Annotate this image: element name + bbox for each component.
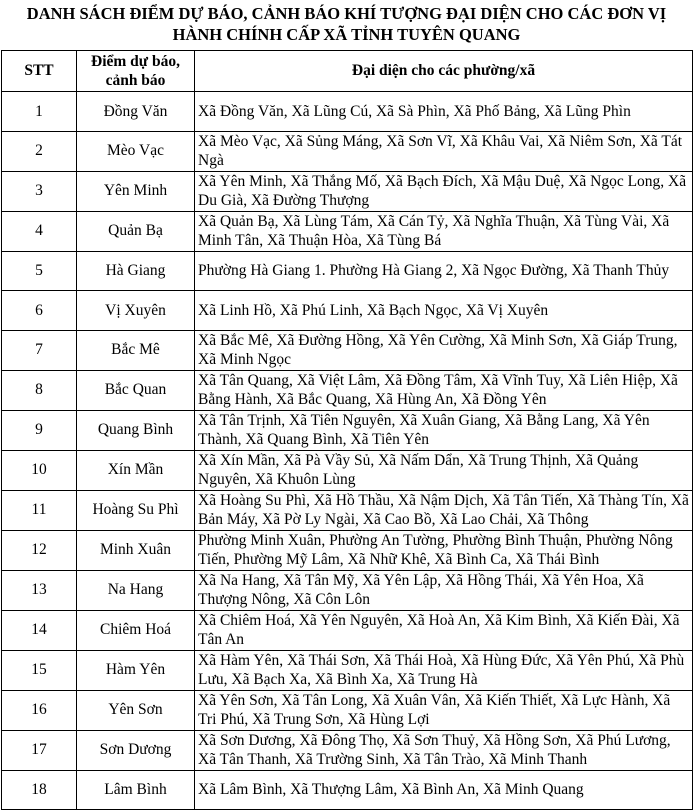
table-row [2,410,693,450]
row-stt-cell: 6 [2,291,77,331]
row-point-cell: Yên Minh [77,171,195,211]
row-point-cell: Chiêm Hoá [77,610,195,650]
table-body [2,92,693,810]
row-stt-cell: 11 [2,490,77,530]
table-row [2,530,693,570]
row-point-cell: Bắc Mê [77,330,195,370]
row-representative-cell: Phường Minh Xuân, Phường An Tường, Phường Bình Thuận, Phường Nông Tiến, Phường Mỹ Lâm, Xã Nhữ Khê, Xã Bình Ca, Xã Thái Bình [195,530,693,570]
table-row [2,92,693,132]
row-stt-cell: 14 [2,610,77,650]
row-point-cell: Hà Giang [77,251,195,291]
table-row [2,690,693,730]
row-point-cell: Na Hang [77,570,195,610]
table-row [2,770,693,810]
table-row [2,330,693,370]
table-row [2,211,693,251]
row-point-cell: Yên Sơn [77,690,195,730]
title-line-1: DANH SÁCH ĐIỂM DỰ BÁO, CẢNH BÁO KHÍ TƯỢNG ĐẠI DIỆN CHO CÁC ĐƠN VỊ [26,4,667,23]
row-representative-cell: Xã Tân Trịnh, Xã Tiên Nguyên, Xã Xuân Giang, Xã Bằng Lang, Xã Yên Thành, Xã Quang Bình, Xã Tiên Yên [195,410,693,450]
row-stt-cell: 5 [2,251,77,291]
row-point-cell: Bắc Quan [77,370,195,410]
row-representative-cell: Xã Na Hang, Xã Tân Mỹ, Xã Yên Lập, Xã Hồng Thái, Xã Yên Hoa, Xã Thượng Nông, Xã Côn Lôn [195,570,693,610]
row-stt-cell: 1 [2,92,77,132]
row-representative-cell: Xã Bắc Mê, Xã Đường Hồng, Xã Yên Cường, Xã Minh Sơn, Xã Giáp Trung, Xã Minh Ngọc [195,330,693,370]
row-representative-cell: Xã Hàm Yên, Xã Thái Sơn, Xã Thái Hoà, Xã Hùng Đức, Xã Yên Phú, Xã Phù Lưu, Xã Bạch Xa, Xã Bình Xa, Xã Trung Hà [195,650,693,690]
row-stt-cell: 16 [2,690,77,730]
row-representative-cell: Xã Quản Bạ, Xã Lùng Tám, Xã Cán Tỷ, Xã Nghĩa Thuận, Xã Tùng Vài, Xã Minh Tân, Xã Thuận Hòa, Xã Tùng Bá [195,211,693,251]
row-representative-cell: Phường Hà Giang 1. Phường Hà Giang 2, Xã Ngọc Đường, Xã Thanh Thủy [195,251,693,291]
table-row [2,450,693,490]
row-point-cell: Minh Xuân [77,530,195,570]
row-point-cell: Vị Xuyên [77,291,195,331]
row-point-cell: Hoàng Su Phì [77,490,195,530]
table-row [2,610,693,650]
row-stt-cell: 9 [2,410,77,450]
row-representative-cell: Xã Yên Minh, Xã Thắng Mố, Xã Bạch Đích, Xã Mậu Duệ, Xã Ngọc Long, Xã Du Già, Xã Đường Thượng [195,171,693,211]
table-row [2,251,693,291]
row-point-cell: Xín Mần [77,450,195,490]
row-representative-cell: Xã Chiêm Hoá, Xã Yên Nguyên, Xã Hoà An, Xã Kim Bình, Xã Kiến Đài, Xã Tân An [195,610,693,650]
forecast-points-table [1,50,693,810]
table-header-row [2,51,693,92]
row-point-cell: Hàm Yên [77,650,195,690]
row-stt-cell: 8 [2,370,77,410]
row-stt-cell: 17 [2,730,77,770]
row-stt-cell: 12 [2,530,77,570]
row-stt-cell: 15 [2,650,77,690]
document-title [0,0,693,50]
row-stt-cell: 7 [2,330,77,370]
row-point-cell: Quản Bạ [77,211,195,251]
row-representative-cell: Xã Tân Quang, Xã Việt Lâm, Xã Đồng Tâm, Xã Vĩnh Tuy, Xã Liên Hiệp, Xã Bằng Hành, Xã Bắc Quang, Xã Hùng An, Xã Đồng Yên [195,370,693,410]
header-stt: STT [2,51,77,92]
row-representative-cell: Xã Xín Mần, Xã Pà Vầy Sủ, Xã Nấm Dẩn, Xã Trung Thịnh, Xã Quảng Nguyên, Xã Khuôn Lùng [195,450,693,490]
row-stt-cell: 10 [2,450,77,490]
row-point-cell: Lâm Bình [77,770,195,810]
row-stt-cell: 3 [2,171,77,211]
row-representative-cell: Xã Hoàng Su Phì, Xã Hồ Thầu, Xã Nậm Dịch, Xã Tân Tiến, Xã Thàng Tín, Xã Bản Máy, Xã Pờ Ly Ngài, Xã Cao Bồ, Xã Lao Chải, Xã Thông [195,490,693,530]
title-line-2: HÀNH CHÍNH CẤP XÃ TỈNH TUYÊN QUANG [172,25,521,44]
row-representative-cell: Xã Sơn Dương, Xã Đông Thọ, Xã Sơn Thuỷ, Xã Hồng Sơn, Xã Phú Lương, Xã Tân Thanh, Xã Trường Sinh, Xã Tân Trào, Xã Minh Thanh [195,730,693,770]
table-row [2,171,693,211]
table-row [2,370,693,410]
row-stt-cell: 18 [2,770,77,810]
table-row [2,570,693,610]
row-representative-cell: Xã Đồng Văn, Xã Lũng Cú, Xã Sà Phìn, Xã Phố Bảng, Xã Lũng Phìn [195,92,693,132]
row-representative-cell: Xã Yên Sơn, Xã Tân Long, Xã Xuân Vân, Xã Kiến Thiết, Xã Lực Hành, Xã Tri Phú, Xã Trung Sơn, Xã Hùng Lợi [195,690,693,730]
header-point-line-1: Điểm dự báo, [91,52,180,70]
row-point-cell: Đồng Văn [77,92,195,132]
row-representative-cell: Xã Lâm Bình, Xã Thượng Lâm, Xã Bình An, Xã Minh Quang [195,770,693,810]
row-point-cell: Quang Bình [77,410,195,450]
table-row [2,650,693,690]
header-forecast-point [77,51,195,92]
header-representative: Đại diện cho các phường/xã [195,51,693,92]
row-stt-cell: 4 [2,211,77,251]
row-point-cell: Mèo Vạc [77,131,195,171]
row-point-cell: Sơn Dương [77,730,195,770]
header-point-line-2: cảnh báo [105,72,166,89]
row-stt-cell: 13 [2,570,77,610]
row-representative-cell: Xã Mèo Vạc, Xã Sủng Máng, Xã Sơn Vĩ, Xã Khâu Vai, Xã Niêm Sơn, Xã Tát Ngà [195,131,693,171]
row-representative-cell: Xã Linh Hồ, Xã Phú Linh, Xã Bạch Ngọc, Xã Vị Xuyên [195,291,693,331]
row-stt-cell: 2 [2,131,77,171]
table-row [2,131,693,171]
table-row [2,490,693,530]
table-row [2,291,693,331]
table-row [2,730,693,770]
